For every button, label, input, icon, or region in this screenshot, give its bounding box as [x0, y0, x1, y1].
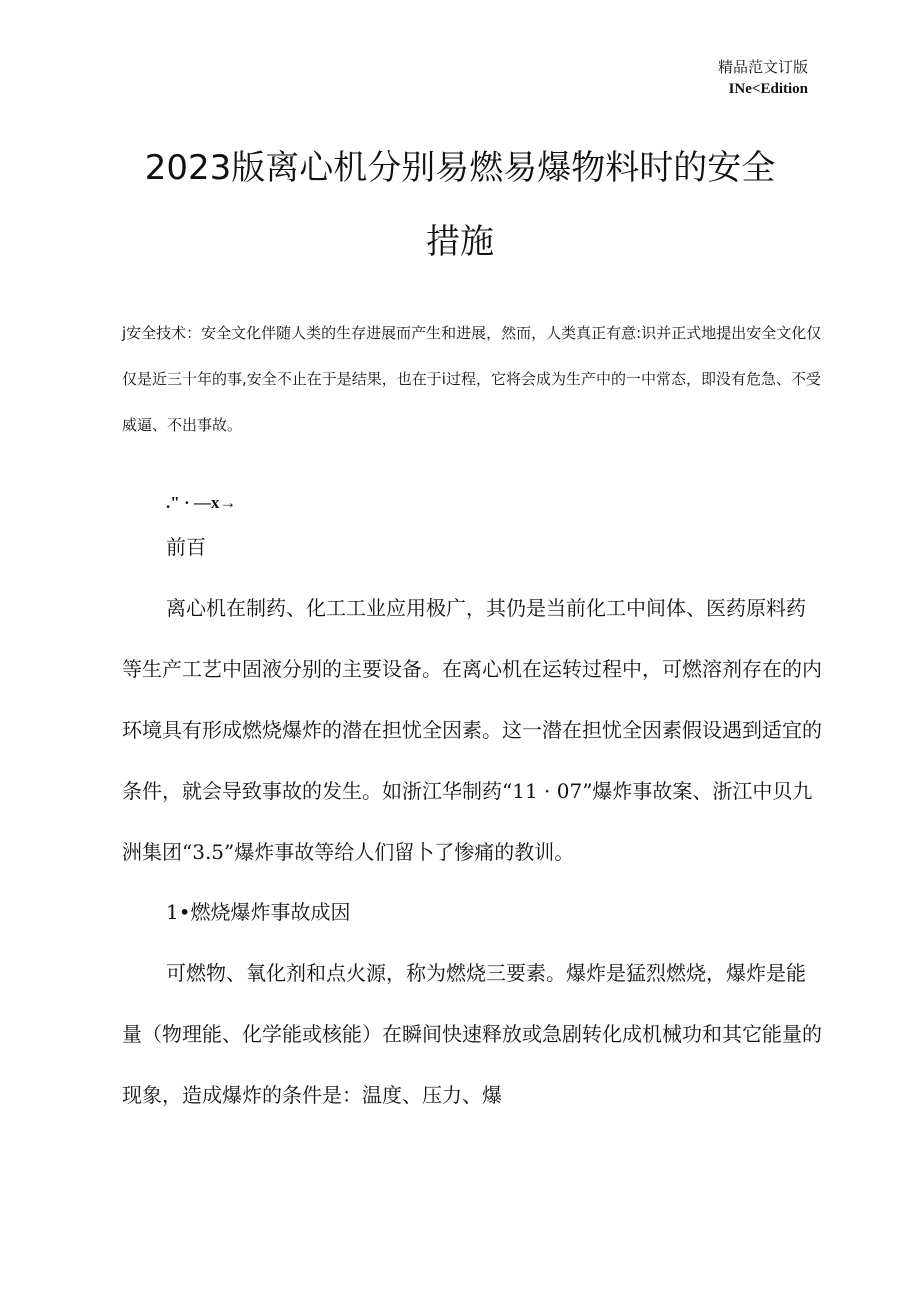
body-paragraph-2: 可燃物、氧化剂和点火源，称为燃烧三要素。爆炸是猛烈燃烧，爆炸是能量（物理能、化学能或核能）在瞬间快速释放或急剧转化成机械功和其它能量的现象，造成爆炸的条件是：温度、压力、爆 [122, 961, 822, 1107]
summary-paragraph: j安全技术：安全文化伴随人类的生存进展而产生和进展，然而，人类真正有意:识并正式地提出安全文化仅仅是近三十年的事,安全不止在于是结果，也在于i过程，它将会成为生产中的一中常态，即没有危急、不受威逼、不出事故。 [122, 324, 822, 434]
header-label: 精品范文订版 [717, 58, 808, 76]
preface-heading: 前百 [166, 535, 206, 559]
page-header [718, 56, 808, 100]
section-heading-1: 1•燃烧爆炸事故成因 [166, 900, 351, 924]
body-paragraph-1: 离心机在制药、化工工业应用极广，其仍是当前化工中间体、医药原料药等生产工艺中固液分别的主要设备。在离心机在运转过程中，可燃溶剂存在的内环境具有形成燃烧爆炸的潜在担忧全因素。这一潜在担忧全因素假设遇到适宜的条件，就会导致事故的发生。如浙江华制药“11 · 07”爆炸事故案、浙江中贝九洲集团“3.5”爆炸事故等给人们留卜了惨痛的教训。 [122, 596, 822, 864]
header-edition: INe<Edition [728, 81, 808, 97]
document-title-line1: 2023版离心机分别易燃易爆物料时的安全 [144, 148, 776, 188]
document-title-line2: 措施 [426, 222, 494, 262]
section-marker: ." · —x→ [166, 493, 237, 512]
